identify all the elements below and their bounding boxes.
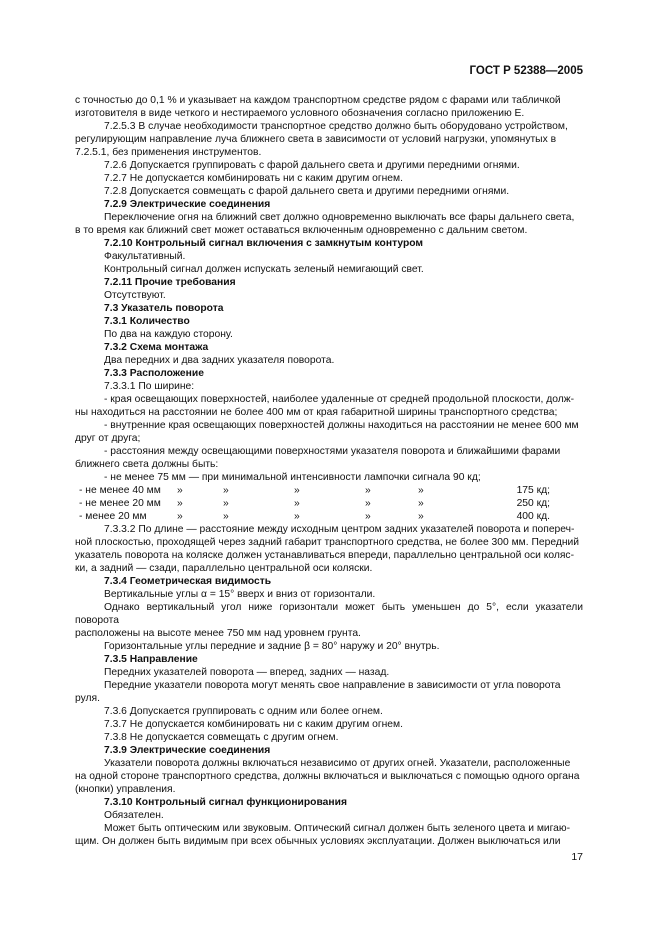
document-header: ГОСТ Р 52388—2005 <box>469 65 583 77</box>
table-cell: » <box>365 511 371 522</box>
section-heading: 7.3 Указатель поворота <box>104 303 224 314</box>
document-body <box>75 94 583 848</box>
text-line: ны находиться на расстоянии не более 400 мм от края габаритной ширины транспортного средства; <box>75 407 558 418</box>
spacing-table-row <box>75 484 583 497</box>
table-cell: - не менее 20 мм <box>79 498 161 509</box>
table-cell: » <box>418 498 424 509</box>
text-line: 7.2.7 Не допускается комбинировать ни с каким другим огнем. <box>104 173 403 184</box>
text-line: 7.3.6 Допускается группировать с одним или более огнем. <box>104 706 383 717</box>
table-cell: 250 кд; <box>516 498 550 509</box>
text-line: - расстояния между освещающими поверхностями указателя поворота и ближайшими фарами <box>104 446 561 457</box>
text-line: (кнопки) управления. <box>75 784 176 795</box>
text-line: Может быть оптическим или звуковым. Оптический сигнал должен быть зеленого цвета и мигаю- <box>104 823 571 834</box>
text-line: Вертикальные углы α = 15° вверх и вниз от горизонтали. <box>104 589 376 600</box>
text-line: ной плоскостью, проходящей через задний габарит транспортного средства, не более 300 мм. Передний <box>75 537 580 548</box>
table-cell: » <box>294 511 300 522</box>
text-line: расположены на высоте менее 750 мм над уровнем грунта. <box>75 628 361 639</box>
section-heading: 7.2.11 Прочие требования <box>104 277 236 288</box>
text-line: ближнего света должны быть: <box>75 459 219 470</box>
table-cell: 175 кд; <box>516 485 550 496</box>
text-line: 7.3.7 Не допускается комбинировать ни с каким другим огнем. <box>104 719 403 730</box>
text-line: ки, а задний — сзади, параллельно центральной оси коляски. <box>75 563 373 574</box>
text-line: По два на каждую сторону. <box>104 329 233 340</box>
text-line: Отсутствуют. <box>104 290 166 301</box>
text-line: Факультативный. <box>104 251 186 262</box>
table-cell: » <box>418 511 424 522</box>
text-line: указатель поворота на коляске должен устанавливаться впереди, параллельно центральной оси коляс- <box>75 550 574 561</box>
section-heading: 7.2.9 Электрические соединения <box>104 199 271 210</box>
text-line: 7.2.5.3 В случае необходимости транспортное средство должно быть оборудовано устройством, <box>104 121 568 132</box>
table-cell: » <box>294 485 300 496</box>
text-line: 7.3.3.2 По длине — расстояние между исходным центром задних указателей поворота и попереч- <box>104 524 575 535</box>
text-line: щим. Он должен быть видимым при всех обычных условиях эксплуатации. Должен выключаться или <box>75 836 561 847</box>
text-line: 7.2.6 Допускается группировать с фарой дальнего света и другими передними огнями. <box>104 160 520 171</box>
table-cell: - менее 20 мм <box>79 511 147 522</box>
text-line: на одной стороне транспортного средства, должны включаться и выключаться с помощью одного органа <box>75 771 580 782</box>
text-line: Контрольный сигнал должен испускать зеленый немигающий свет. <box>104 264 424 275</box>
section-heading: 7.3.10 Контрольный сигнал функционирования <box>104 797 347 808</box>
table-cell: » <box>418 485 424 496</box>
text-line: в то время как ближний свет может оставаться включенным одновременно с дальним светом. <box>75 225 528 236</box>
table-cell: » <box>223 511 229 522</box>
spacing-table-row <box>75 510 583 523</box>
section-heading: 7.3.1 Количество <box>104 316 190 327</box>
page-number: 17 <box>571 851 583 863</box>
section-heading: 7.3.4 Геометрическая видимость <box>104 576 272 587</box>
text-line: - не менее 75 мм — при минимальной интенсивности лампочки сигнала 90 кд; <box>104 472 481 483</box>
text-line: 7.2.5.1, без применения инструментов. <box>75 147 262 158</box>
text-line: Переключение огня на ближний свет должно одновременно выключать все фары дальнего света, <box>104 212 575 223</box>
table-cell: - не менее 40 мм <box>79 485 161 496</box>
section-heading: 7.3.3 Расположение <box>104 368 204 379</box>
text-line: Передние указатели поворота могут менять свое направление в зависимости от угла поворота <box>104 680 561 691</box>
text-line: изготовителя в виде четкого и нестираемого условного обозначения согласно приложению Е. <box>75 108 525 119</box>
text-line: 7.3.8 Не допускается совмещать с другим огнем. <box>104 732 339 743</box>
text-line: Два передних и два задних указателя поворота. <box>104 355 335 366</box>
text-line: Обязателен. <box>104 810 164 821</box>
text-line: Указатели поворота должны включаться независимо от других огней. Указатели, расположенные <box>104 758 571 769</box>
section-heading: 7.3.2 Схема монтажа <box>104 342 209 353</box>
text-line: с точностью до 0,1 % и указывает на каждом транспортном средстве рядом с фарами или табличкой <box>75 95 561 106</box>
text-line: Передних указателей поворота — вперед, задних — назад. <box>104 667 390 678</box>
text-line: - края освещающих поверхностей, наиболее удаленные от средней продольной плоскости, долж- <box>104 394 575 405</box>
table-cell: 400 кд. <box>516 511 550 522</box>
table-cell: » <box>223 498 229 509</box>
table-cell: » <box>294 498 300 509</box>
section-heading: 7.3.5 Направление <box>104 654 198 665</box>
text-line: Однако вертикальный угол ниже горизонтали может быть уменьшен до 5°, если указатели поворота <box>75 602 583 626</box>
text-line: регулирующим направление луча ближнего света в зависимости от условий нагрузки, упомянутых в <box>75 134 557 145</box>
spacing-table-row <box>75 497 583 510</box>
text-line: 7.2.8 Допускается совмещать с фарой дальнего света и другими передними огнями. <box>104 186 510 197</box>
text-line: друг от друга; <box>75 433 141 444</box>
table-cell: » <box>365 498 371 509</box>
text-line: Горизонтальные углы передние и задние β = 80° наружу и 20° внутрь. <box>104 641 440 652</box>
table-cell: » <box>177 485 183 496</box>
text-line: руля. <box>75 693 100 704</box>
table-cell: » <box>177 498 183 509</box>
section-heading: 7.2.10 Контрольный сигнал включения с замкнутым контуром <box>104 238 424 249</box>
text-line: 7.3.3.1 По ширине: <box>104 381 195 392</box>
table-cell: » <box>365 485 371 496</box>
table-cell: » <box>223 485 229 496</box>
text-line: - внутренние края освещающих поверхностей должны находиться на расстоянии не менее 600 мм <box>104 420 579 431</box>
table-cell: » <box>177 511 183 522</box>
section-heading: 7.3.9 Электрические соединения <box>104 745 271 756</box>
